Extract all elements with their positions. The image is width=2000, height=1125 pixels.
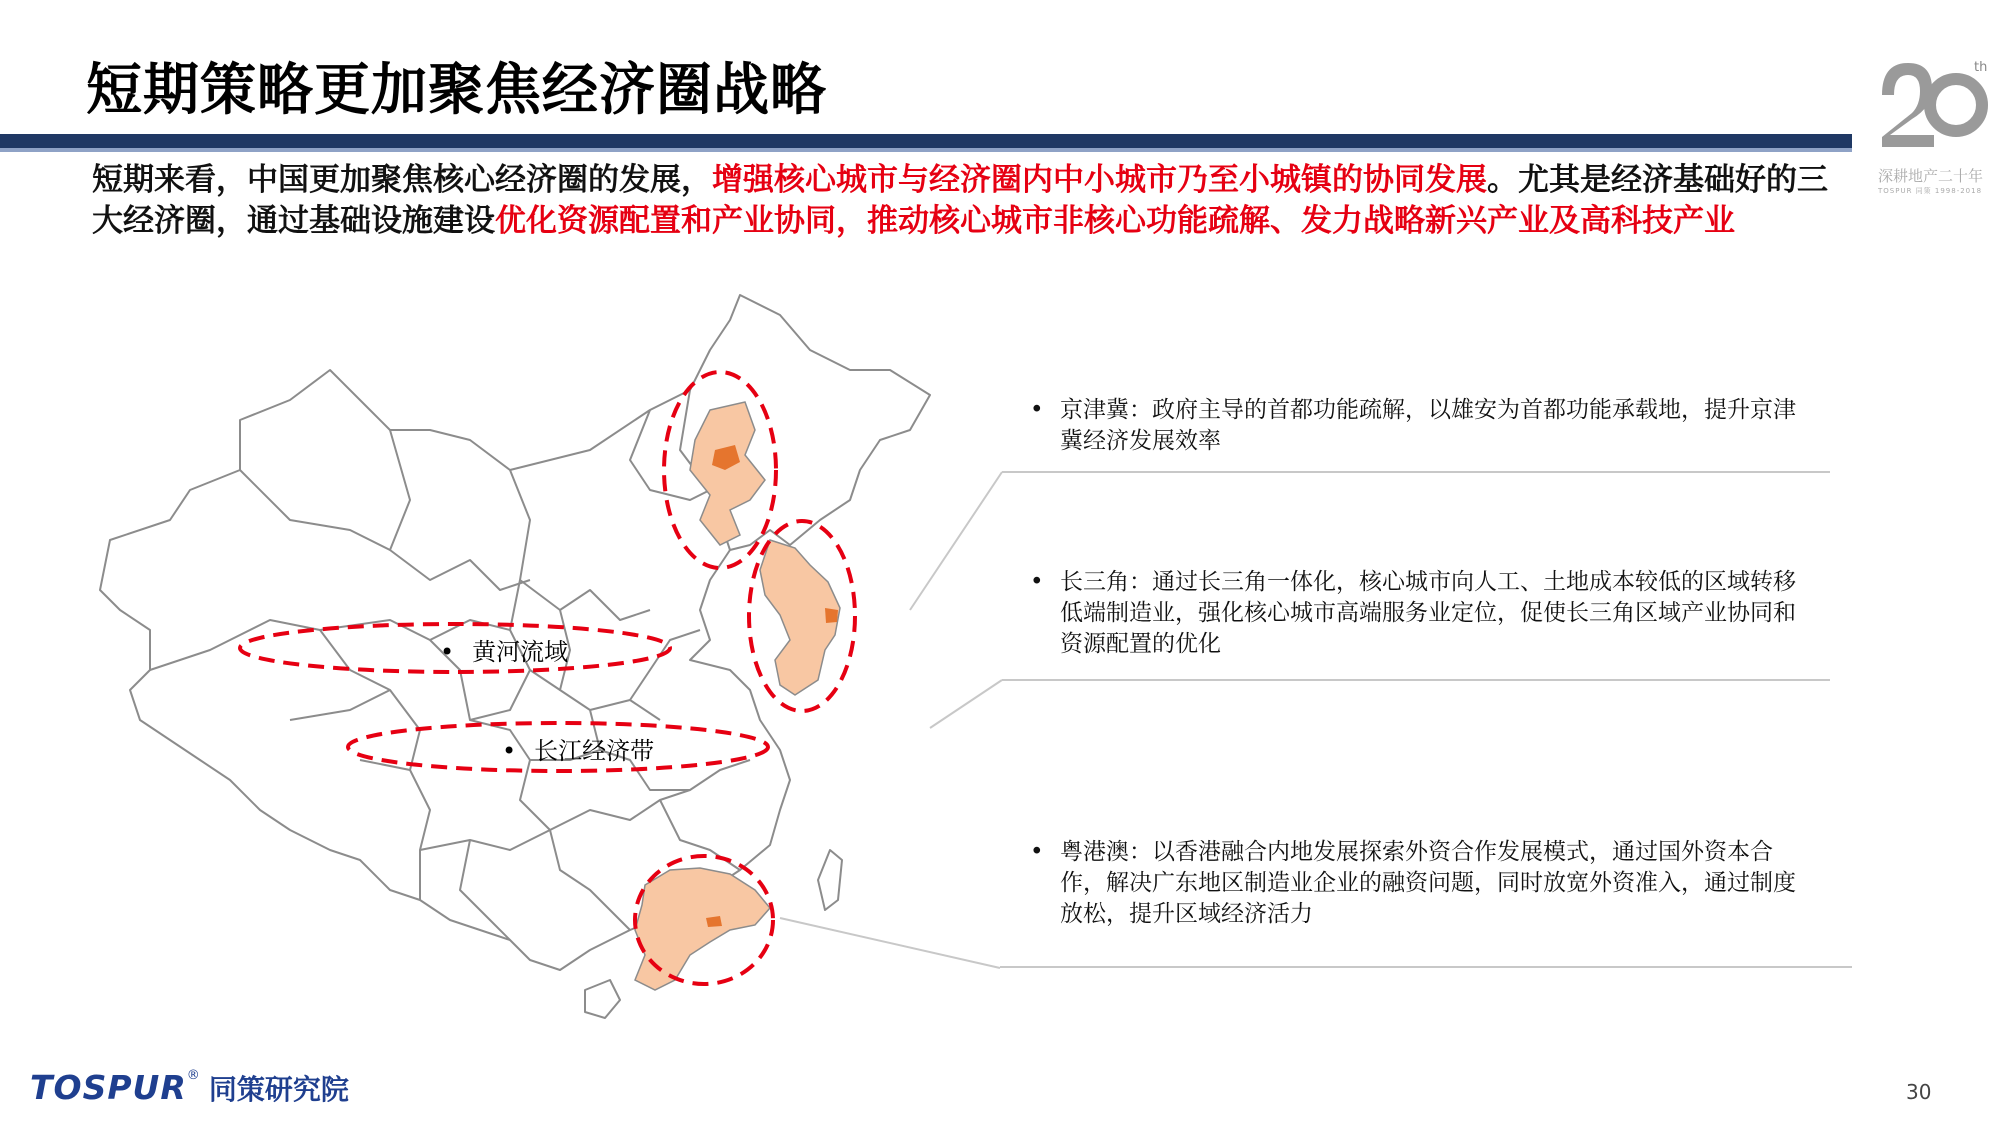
region-desc: 以香港融合内地发展探索外资合作发展模式，通过国外资本合作，解决广东地区制造业企业的融资问题，同时放宽外资准入，通过制度放松，提升区域经济活力 [1060,839,1796,927]
logo-wordmark: TOSPUR [30,1068,187,1107]
title-underline-shadow [0,148,1852,152]
logo-registered-mark: ® [186,1068,200,1083]
anniversary-years: TOSPUR 同策 1998-2018 [1878,187,1983,195]
slide-title: 短期策略更加聚焦经济圈战略 [86,58,827,123]
region-item-jingjinji: • 京津冀：政府主导的首都功能疏解，以雄安为首都功能承载地，提升京津冀经济发展效率 [1030,397,1796,454]
intro-segment: 。尤其是经济基础好的三大经济圈，通过基础设施建设 [92,162,1828,239]
anniversary-logo [1878,55,1990,205]
region-divider [1002,679,1830,681]
intro-segment: 短期来看，中国更加聚焦核心经济圈的发展， [92,162,712,198]
intro-paragraph [92,160,1852,242]
intro-highlight: 增强核心城市与经济圈内中小城市乃至小城镇的协同发展 [712,162,1487,198]
region-item-guangdong-hk-macao: • 粤港澳：以香港融合内地发展探索外资合作发展模式，通过国外资本合作，解决广东地区制造业企业的融资问题，同时放宽外资准入，通过制度放松，提升区域经济活力 [1030,839,1796,927]
region-name: 粤港澳 [1060,839,1129,865]
yangtze-belt-label: • 长江经济带 [502,737,655,765]
yellow-river-label: • 黄河流域 [440,638,569,666]
logo-chinese-name: 同策研究院 [208,1073,349,1106]
page-number: 30 [1906,1080,1932,1104]
region-divider [1000,966,1852,968]
tospur-logo [30,1068,390,1108]
twenty-years-emblem-icon [1878,55,1990,165]
region-name: 京津冀 [1060,397,1129,423]
region-desc: 通过长三角一体化，核心城市向人工、土地成本较低的区域转移低端制造业，强化核心城市高端服务业定位，促使长三角区域产业协同和资源配置的优化 [1060,569,1796,657]
anniversary-suffix: th [1974,60,1988,75]
region-name: 长三角 [1060,569,1129,595]
anniversary-slogan: 深耕地产二十年 [1878,167,1984,185]
china-map [90,290,950,1020]
title-underline-bar [0,134,1852,148]
region-item-yangtze-delta: • 长三角：通过长三角一体化，核心城市向人工、土地成本较低的区域转移低端制造业，强化核心城市高端服务业定位，促使长三角区域产业协同和资源配置的优化 [1030,569,1796,657]
region-desc: 政府主导的首都功能疏解，以雄安为首都功能承载地，提升京津冀经济发展效率 [1060,397,1796,454]
guangdong-region [635,868,770,990]
region-divider [1002,471,1830,473]
shanghai-core [825,608,838,623]
intro-highlight: 优化资源配置和产业协同，推动核心城市非核心功能疏解、发力战略新兴产业及高科技产业 [495,203,1735,239]
